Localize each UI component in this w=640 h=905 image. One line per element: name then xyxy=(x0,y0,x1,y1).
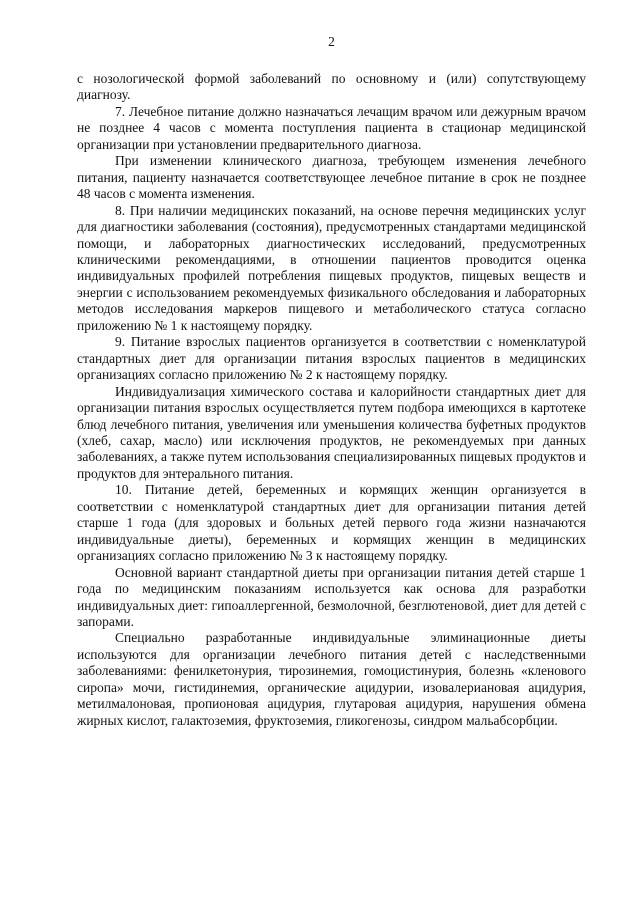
paragraph-basic-diet: Основной вариант стандартной диеты при организации питания детей старше 1 года по медицинским показаниям используется как основа для разработки индивидуальных диет: гипоаллергенной, безмолочной, безглютеновой, диет для детей с запорами. xyxy=(77,564,586,629)
paragraph-item-8: 8. При наличии медицинских показаний, на основе перечня медицинских услуг для диагностики заболевания (состояния), предусмотренных стандартами медицинской помощи, и лабораторных диагностических исследований, предусмотренных клиническими рекомендациями, в отношении пациентов проводится оценка индивидуальных профилей потребления пищевых продуктов, пищевых веществ и энергии с использованием рекомендуемых физикального обследования и лабораторных методов исследования маркеров пищевого и метаболического статуса согласно приложению № 1 к настоящему порядку. xyxy=(77,202,586,333)
paragraph-continuation: с нозологической формой заболеваний по основному и (или) сопутствующему диагнозу. xyxy=(77,71,586,103)
paragraph-individualization: Индивидуализация химического состава и калорийности стандартных диет для организации питания взрослых осуществляется путем подбора имеющихся в картотеке блюд лечебного питания, увеличения или уменьшения количества буфетных продуктов (хлеб, сахар, масло) или исключения продуктов, не рекомендуемых при данных заболеваниях, а также путем использования специализированных пищевых продуктов и продуктов для энтерального питания. xyxy=(77,383,586,481)
page-number: 2 xyxy=(328,34,335,49)
paragraph-elimination-diets: Специально разработанные индивидуальные элиминационные диеты используются для организации лечебного питания детей с наследственными заболеваниями: фенилкетонурия, тирозинемия, гомоцистинурия, болезнь «кленового сиропа» мочи, гистидинемия, органические ацидурии, изовалериановая ацидурия, метилмалоновая, пропионовая ацидурия, глутаровая ацидурия, нарушения обмена жирных кислот, галактоземия, фруктоземия, гликогенозы, синдром мальабсорбции. xyxy=(77,630,586,728)
paragraph-item-10: 10. Питание детей, беременных и кормящих женщин организуется в соответствии с номенклатурой стандартных диет для организации питания детей старше 1 года (для здоровых и больных детей первого года жизни назначаются индивидуальные диеты), беременных и кормящих женщин в медицинских организациях согласно приложению № 3 к настоящему порядку. xyxy=(77,482,586,564)
paragraph-diagnosis-change: При изменении клинического диагноза, требующем изменения лечебного питания, пациенту назначается соответствующее лечебное питание в срок не позднее 48 часов с момента изменения. xyxy=(77,153,586,202)
paragraph-item-7: 7. Лечебное питание должно назначаться лечащим врачом или дежурным врачом не позднее 4 часов с момента поступления пациента в стационар медицинской организации при установлении предварительного диагноза. xyxy=(77,103,586,152)
paragraph-item-9: 9. Питание взрослых пациентов организуется в соответствии с номенклатурой стандартных диет для организации питания взрослых пациентов в медицинских организациях согласно приложению № 2 к настоящему порядку. xyxy=(77,334,586,383)
